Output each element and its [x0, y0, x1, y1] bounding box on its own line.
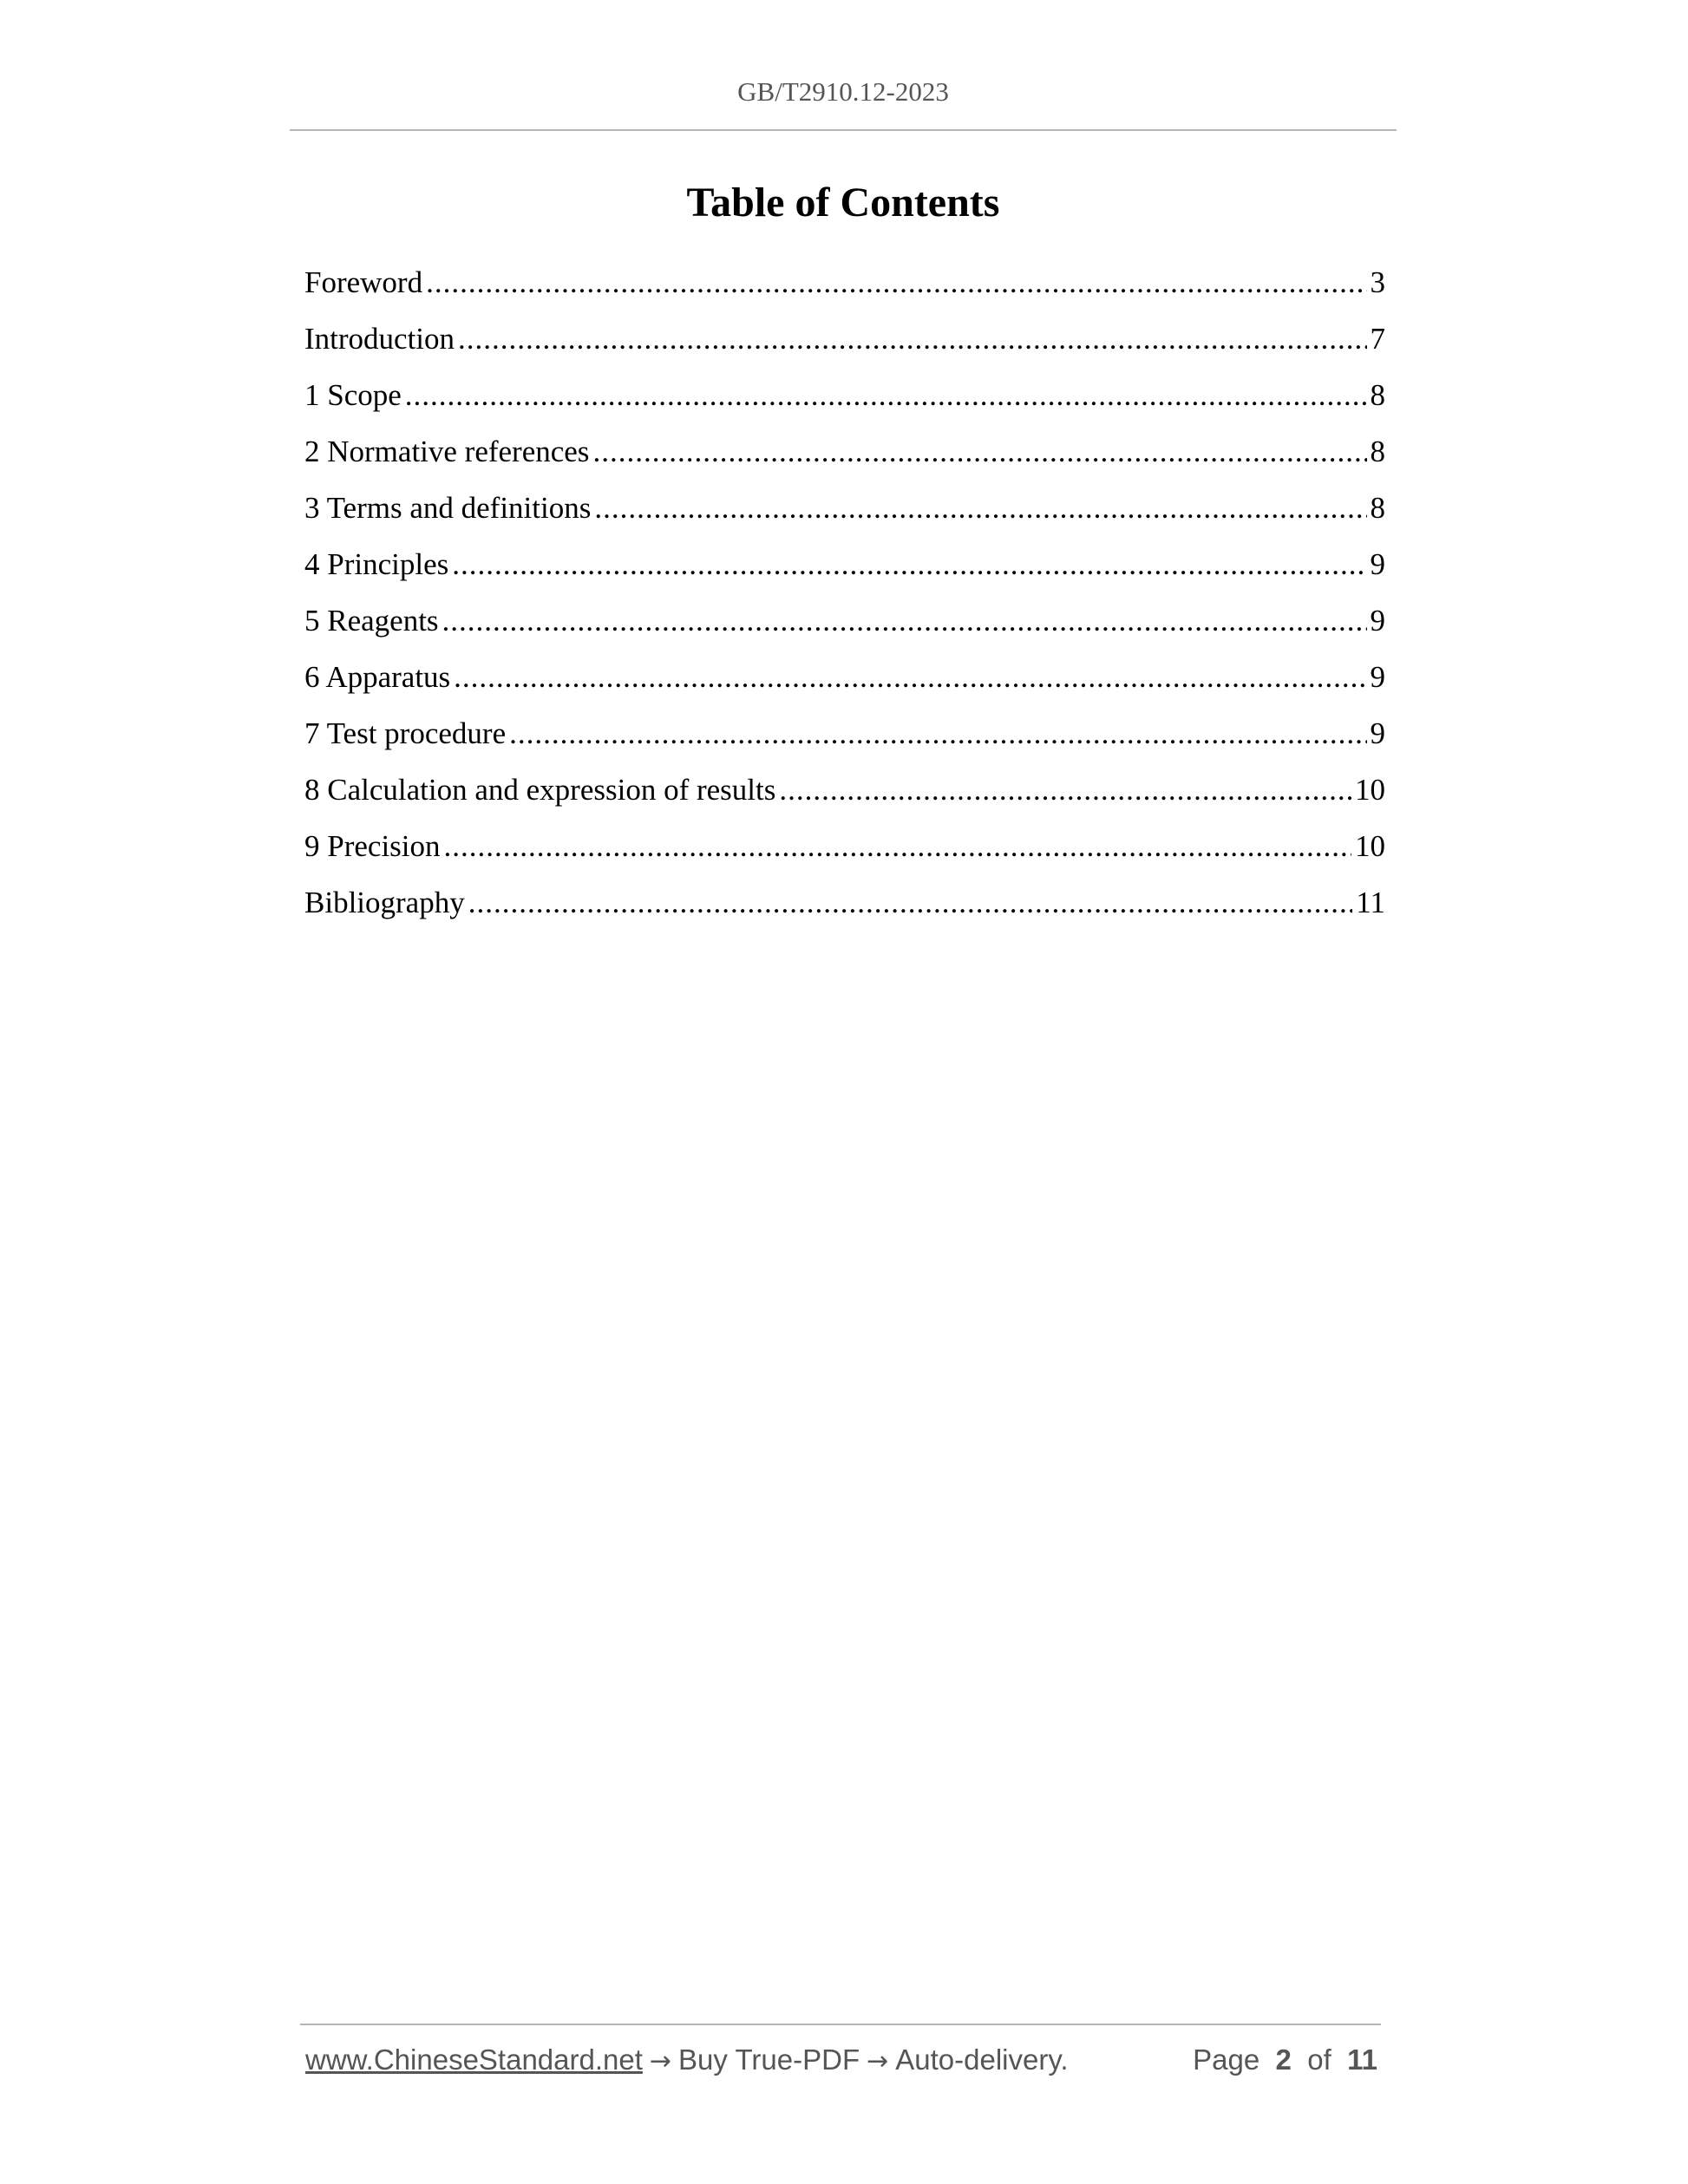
page-footer: [305, 2043, 1377, 2082]
toc-entry-label: Introduction: [304, 322, 455, 356]
toc-entry-label: 1 Scope: [304, 378, 402, 412]
toc-entry[interactable]: [304, 882, 1385, 938]
footer-promo: [305, 2043, 1069, 2076]
website-link[interactable]: www.ChineseStandard.net: [305, 2043, 643, 2076]
toc-entry-label: 6 Apparatus: [304, 660, 451, 694]
toc-entry-page: 9: [1370, 716, 1385, 750]
toc-entry-page: 8: [1370, 378, 1385, 412]
document-code-header: GB/T2910.12-2023: [737, 76, 949, 107]
toc-entry-label: 3 Terms and definitions: [304, 491, 592, 525]
toc-entry-page: 11: [1356, 886, 1385, 919]
current-page-number: 2: [1275, 2043, 1292, 2076]
page-title: Table of Contents: [686, 180, 1000, 226]
toc-entry-label: Bibliography: [304, 886, 465, 919]
footer-divider: [300, 2024, 1381, 2025]
toc-entry-page: 10: [1355, 773, 1385, 807]
header-divider: [290, 129, 1397, 131]
toc-entry[interactable]: [304, 487, 1385, 544]
toc-entry-label: 4 Principles: [304, 547, 449, 581]
toc-entry-label: 2 Normative references: [304, 435, 590, 468]
toc-entry[interactable]: [304, 826, 1385, 882]
page-word: Page: [1193, 2043, 1260, 2076]
toc-entry-label: 8 Calculation and expression of results: [304, 773, 776, 807]
toc-dot-leader: [468, 882, 1353, 924]
toc-entry-page: 9: [1370, 660, 1385, 694]
toc-dot-leader: [444, 826, 1351, 867]
toc-entry[interactable]: [304, 318, 1385, 375]
toc-entry-page: 7: [1370, 322, 1385, 356]
table-of-contents: [304, 262, 1385, 938]
toc-entry-label: Foreword: [304, 265, 423, 299]
of-word: of: [1307, 2043, 1331, 2076]
toc-entry[interactable]: [304, 431, 1385, 487]
toc-dot-leader: [426, 262, 1366, 304]
toc-entry-page: 8: [1370, 435, 1385, 468]
toc-dot-leader: [458, 318, 1366, 360]
delivery-text: Auto-delivery.: [895, 2043, 1069, 2076]
toc-entry[interactable]: [304, 713, 1385, 769]
toc-entry-label: 5 Reagents: [304, 604, 439, 638]
toc-entry[interactable]: [304, 262, 1385, 318]
toc-dot-leader: [405, 375, 1367, 416]
total-pages-number: 11: [1347, 2043, 1377, 2076]
toc-entry-page: 9: [1370, 604, 1385, 638]
toc-dot-leader: [779, 769, 1351, 811]
toc-entry-page: 8: [1370, 491, 1385, 525]
arrow-right-icon: →: [649, 2046, 672, 2076]
toc-dot-leader: [594, 487, 1366, 529]
toc-dot-leader: [452, 544, 1366, 585]
page-number: [1193, 2043, 1377, 2076]
toc-dot-leader: [454, 657, 1366, 698]
toc-entry[interactable]: [304, 544, 1385, 600]
toc-dot-leader: [592, 431, 1366, 473]
toc-entry[interactable]: [304, 657, 1385, 713]
buy-text: Buy True-PDF: [678, 2043, 860, 2076]
toc-entry[interactable]: [304, 375, 1385, 431]
toc-entry-label: 9 Precision: [304, 829, 441, 863]
toc-entry-page: 3: [1370, 265, 1385, 299]
arrow-right-icon: →: [867, 2046, 889, 2076]
toc-entry-page: 9: [1370, 547, 1385, 581]
toc-entry-page: 10: [1355, 829, 1385, 863]
toc-dot-leader: [442, 600, 1367, 642]
toc-entry[interactable]: [304, 769, 1385, 826]
toc-entry-label: 7 Test procedure: [304, 716, 507, 750]
toc-dot-leader: [509, 713, 1366, 755]
toc-entry[interactable]: [304, 600, 1385, 657]
